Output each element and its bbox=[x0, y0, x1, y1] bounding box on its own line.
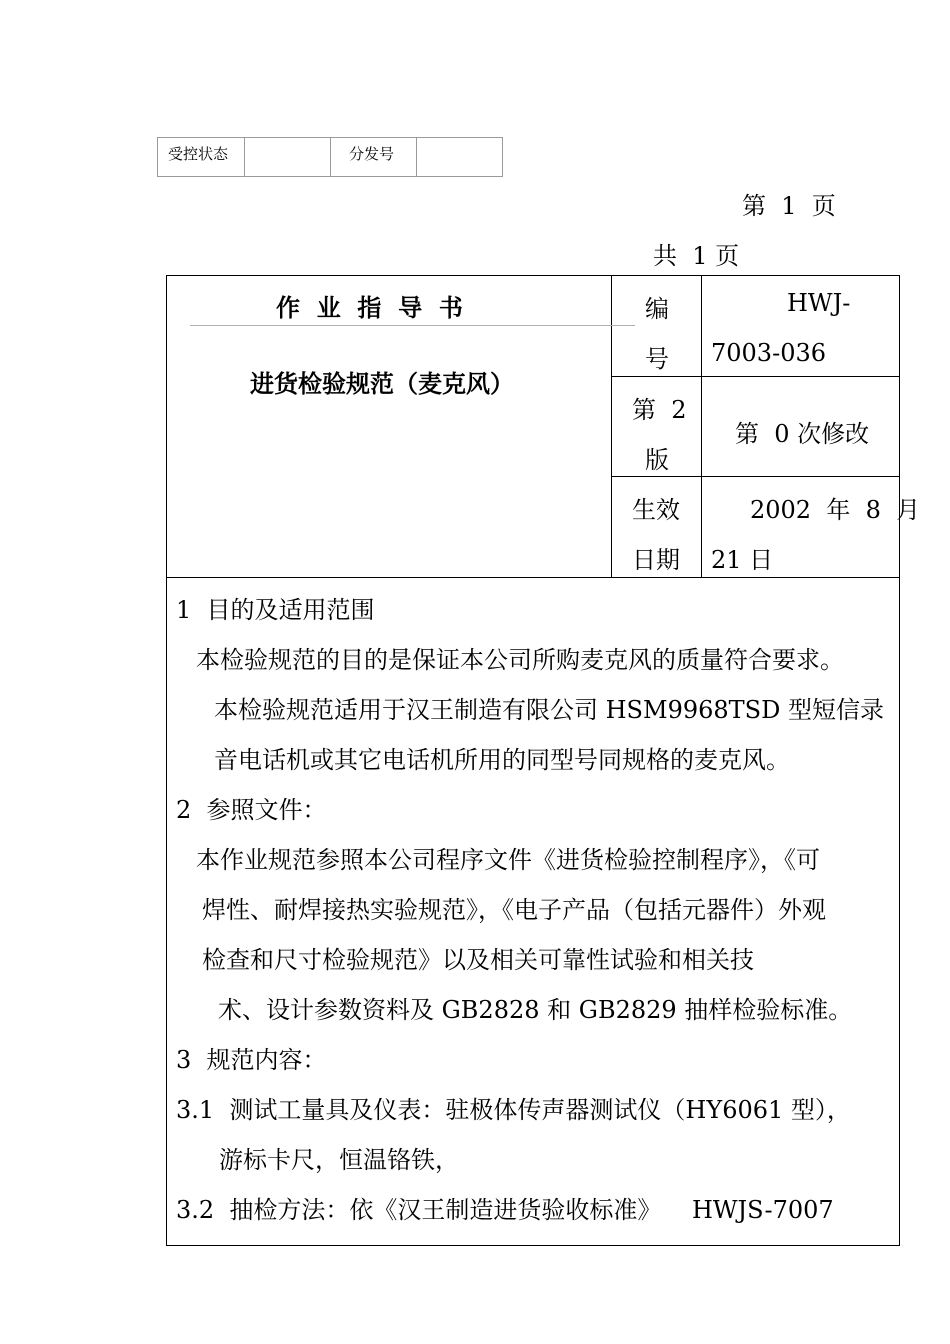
code-label: 号 bbox=[645, 345, 669, 373]
effective-date-value: 2002 年 8 月 bbox=[750, 496, 921, 524]
code-value: 7003-036 bbox=[711, 339, 826, 367]
section-heading: 3 规范内容： bbox=[176, 1046, 327, 1074]
divider bbox=[611, 376, 900, 377]
effective-date-value: 21 日 bbox=[711, 546, 774, 574]
paragraph-line: 3.2 抽检方法：依《汉王制造进货验收标准》 HWJS-7007 bbox=[176, 1196, 834, 1224]
control-table bbox=[157, 137, 503, 177]
effective-date-label: 日期 bbox=[632, 546, 680, 574]
paragraph-line: 本检验规范适用于汉王制造有限公司 HSM9968TSD 型短信录 bbox=[214, 696, 884, 724]
edition-label: 版 bbox=[645, 446, 669, 474]
page-total: 共 1 页 bbox=[653, 242, 740, 270]
code-label: 编 bbox=[645, 295, 669, 323]
control-status-label: 受控状态 bbox=[158, 138, 245, 176]
paragraph-line: 本作业规范参照本公司程序文件《进货检验控制程序》，《可 bbox=[196, 846, 820, 874]
page-number: 第 1 页 bbox=[742, 192, 836, 220]
paragraph-line: 检查和尺寸检验规范》以及相关可靠性试验和相关技 bbox=[202, 946, 754, 974]
paragraph-line: 焊性、耐焊接热实验规范》，《电子产品（包括元器件）外观 bbox=[202, 896, 826, 924]
paragraph-line: 本检验规范的目的是保证本公司所购麦克风的质量符合要求。 bbox=[196, 646, 844, 674]
paragraph-line: 术、设计参数资料及 GB2828 和 GB2829 抽样检验标准。 bbox=[218, 996, 853, 1024]
distribution-number-label: 分发号 bbox=[331, 138, 417, 176]
distribution-number-value bbox=[417, 138, 502, 176]
effective-date-label: 生效 bbox=[632, 496, 680, 524]
divider bbox=[611, 476, 900, 477]
section-heading: 1 目的及适用范围 bbox=[176, 596, 375, 624]
divider bbox=[701, 275, 702, 577]
section-heading: 2 参照文件： bbox=[176, 796, 327, 824]
code-value: HWJ- bbox=[787, 289, 851, 317]
paragraph-line: 3.1 测试工量具及仪表：驻极体传声器测试仪（HY6061 型）， bbox=[176, 1096, 851, 1124]
paragraph-line: 音电话机或其它电话机所用的同型号同规格的麦克风。 bbox=[214, 746, 790, 774]
divider bbox=[166, 577, 900, 578]
title-underline bbox=[190, 325, 635, 326]
control-status-value bbox=[245, 138, 331, 176]
paragraph-line: 游标卡尺，恒温铬铁， bbox=[219, 1146, 459, 1174]
doc-subtitle: 进货检验规范（麦克风） bbox=[250, 369, 514, 398]
doc-title: 作 业 指 导 书 bbox=[276, 293, 463, 322]
revision-value: 第 0 次修改 bbox=[735, 420, 870, 448]
divider bbox=[611, 275, 612, 577]
edition-label: 第 2 bbox=[632, 396, 687, 424]
